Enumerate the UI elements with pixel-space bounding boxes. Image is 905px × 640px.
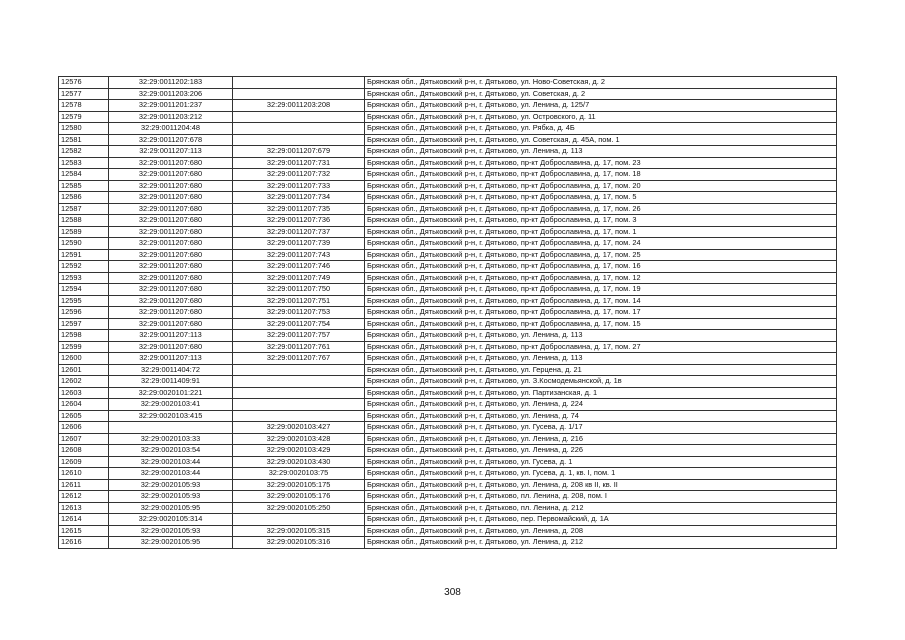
- row-number-cell: 12616: [59, 537, 109, 549]
- object-cadastral-number-cell: 32:29:0011207:746: [233, 261, 365, 273]
- address-cell: Брянская обл., Дятьковский р-н, г. Дятьково, ул. Ленина, д. 74: [365, 410, 837, 422]
- row-number-cell: 12607: [59, 433, 109, 445]
- table-row: [59, 456, 837, 468]
- address-cell: Брянская обл., Дятьковский р-н, г. Дятьково, ул. Советская, д. 45А, пом. 1: [365, 134, 837, 146]
- object-cadastral-number-cell: [233, 399, 365, 411]
- row-number-cell: 12613: [59, 502, 109, 514]
- object-cadastral-number-cell: 32:29:0020103:75: [233, 468, 365, 480]
- row-number-cell: 12600: [59, 353, 109, 365]
- cadastral-number-cell: 32:29:0011207:113: [109, 353, 233, 365]
- cadastral-number-cell: 32:29:0020103:415: [109, 410, 233, 422]
- address-cell: Брянская обл., Дятьковский р-н, г. Дятьково, ул. Ленина, д. 208: [365, 525, 837, 537]
- table-row: [59, 410, 837, 422]
- table-row: [59, 215, 837, 227]
- cadastral-number-cell: 32:29:0011207:680: [109, 318, 233, 330]
- address-cell: Брянская обл., Дятьковский р-н, г. Дятьково, пр-кт Доброславина, д. 17, пом. 3: [365, 215, 837, 227]
- address-cell: Брянская обл., Дятьковский р-н, г. Дятьково, пр-кт Доброславина, д. 17, пом. 27: [365, 341, 837, 353]
- address-cell: Брянская обл., Дятьковский р-н, г. Дятьково, пр-кт Доброславина, д. 17, пом. 18: [365, 169, 837, 181]
- table-row: [59, 134, 837, 146]
- row-number-cell: 12589: [59, 226, 109, 238]
- object-cadastral-number-cell: 32:29:0011207:735: [233, 203, 365, 215]
- row-number-cell: 12577: [59, 88, 109, 100]
- table-row: [59, 491, 837, 503]
- object-cadastral-number-cell: 32:29:0020105:250: [233, 502, 365, 514]
- row-number-cell: 12585: [59, 180, 109, 192]
- object-cadastral-number-cell: 32:29:0011207:732: [233, 169, 365, 181]
- object-cadastral-number-cell: 32:29:0020105:316: [233, 537, 365, 549]
- object-cadastral-number-cell: 32:29:0011207:731: [233, 157, 365, 169]
- row-number-cell: 12615: [59, 525, 109, 537]
- table-row: [59, 226, 837, 238]
- object-cadastral-number-cell: [233, 514, 365, 526]
- table-row: [59, 192, 837, 204]
- address-cell: Брянская обл., Дятьковский р-н, г. Дятьково, ул. Гусева, д. 1: [365, 456, 837, 468]
- object-cadastral-number-cell: 32:29:0020105:175: [233, 479, 365, 491]
- address-cell: Брянская обл., Дятьковский р-н, г. Дятьково, ул. Гусева, д. 1, кв. I, пом. 1: [365, 468, 837, 480]
- cadastral-number-cell: 32:29:0020103:41: [109, 399, 233, 411]
- table-row: [59, 88, 837, 100]
- row-number-cell: 12614: [59, 514, 109, 526]
- row-number-cell: 12580: [59, 123, 109, 135]
- table-row: [59, 479, 837, 491]
- table-row: [59, 353, 837, 365]
- address-cell: Брянская обл., Дятьковский р-н, г. Дятьково, пр-кт Доброславина, д. 17, пом. 12: [365, 272, 837, 284]
- table-row: [59, 537, 837, 549]
- row-number-cell: 12578: [59, 100, 109, 112]
- cadastral-number-cell: 32:29:0011207:680: [109, 272, 233, 284]
- cadastral-number-cell: 32:29:0011207:678: [109, 134, 233, 146]
- address-cell: Брянская обл., Дятьковский р-н, г. Дятьково, ул. Островского, д. 11: [365, 111, 837, 123]
- object-cadastral-number-cell: [233, 387, 365, 399]
- table-row: [59, 249, 837, 261]
- address-cell: Брянская обл., Дятьковский р-н, г. Дятьково, пер. Первомайский, д. 1А: [365, 514, 837, 526]
- table-row: [59, 445, 837, 457]
- object-cadastral-number-cell: [233, 123, 365, 135]
- cadastral-number-cell: 32:29:0020105:93: [109, 525, 233, 537]
- cadastral-number-cell: 32:29:0011207:680: [109, 295, 233, 307]
- row-number-cell: 12588: [59, 215, 109, 227]
- row-number-cell: 12601: [59, 364, 109, 376]
- cadastral-number-cell: [109, 422, 233, 434]
- object-cadastral-number-cell: 32:29:0020103:429: [233, 445, 365, 457]
- table-row: [59, 525, 837, 537]
- address-cell: Брянская обл., Дятьковский р-н, г. Дятьково, пр-кт Доброславина, д. 17, пом. 26: [365, 203, 837, 215]
- table-row: [59, 295, 837, 307]
- object-cadastral-number-cell: [233, 410, 365, 422]
- page-number: 308: [444, 587, 461, 598]
- cadastral-number-cell: 32:29:0020105:93: [109, 479, 233, 491]
- table-row: [59, 318, 837, 330]
- cadastral-number-cell: 32:29:0011207:113: [109, 330, 233, 342]
- table-row: [59, 422, 837, 434]
- row-number-cell: 12609: [59, 456, 109, 468]
- object-cadastral-number-cell: 32:29:0020105:315: [233, 525, 365, 537]
- cadastral-number-cell: 32:29:0011207:680: [109, 157, 233, 169]
- address-cell: Брянская обл., Дятьковский р-н, г. Дятьково, пр-кт Доброславина, д. 17, пом. 15: [365, 318, 837, 330]
- address-cell: Брянская обл., Дятьковский р-н, г. Дятьково, пр-кт Доброславина, д. 17, пом. 20: [365, 180, 837, 192]
- object-cadastral-number-cell: 32:29:0011207:736: [233, 215, 365, 227]
- table-row: [59, 261, 837, 273]
- row-number-cell: 12608: [59, 445, 109, 457]
- address-cell: Брянская обл., Дятьковский р-н, г. Дятьково, ул. Рябка, д. 4Б: [365, 123, 837, 135]
- address-cell: Брянская обл., Дятьковский р-н, г. Дятьково, ул. Герцена, д. 21: [365, 364, 837, 376]
- address-cell: Брянская обл., Дятьковский р-н, г. Дятьково, ул. Ленина, д. 212: [365, 537, 837, 549]
- table-row: [59, 433, 837, 445]
- row-number-cell: 12583: [59, 157, 109, 169]
- cadastral-number-cell: 32:29:0011203:212: [109, 111, 233, 123]
- object-cadastral-number-cell: 32:29:0020105:176: [233, 491, 365, 503]
- table-row: [59, 341, 837, 353]
- table-row: [59, 387, 837, 399]
- address-cell: Брянская обл., Дятьковский р-н, г. Дятьково, ул. Ленина, д. 216: [365, 433, 837, 445]
- address-cell: Брянская обл., Дятьковский р-н, г. Дятьково, ул. Ленина, д. 113: [365, 353, 837, 365]
- address-cell: Брянская обл., Дятьковский р-н, г. Дятьково, ул. Ленина, д. 113: [365, 146, 837, 158]
- address-cell: Брянская обл., Дятьковский р-н, г. Дятьково, пр-кт Доброславина, д. 17, пом. 17: [365, 307, 837, 319]
- cadastral-number-cell: 32:29:0020103:44: [109, 468, 233, 480]
- row-number-cell: 12604: [59, 399, 109, 411]
- object-cadastral-number-cell: 32:29:0020103:430: [233, 456, 365, 468]
- row-number-cell: 12594: [59, 284, 109, 296]
- table-row: [59, 203, 837, 215]
- row-number-cell: 12576: [59, 77, 109, 89]
- table-row: [59, 100, 837, 112]
- address-cell: Брянская обл., Дятьковский р-н, г. Дятьково, пл. Ленина, д. 212: [365, 502, 837, 514]
- address-cell: Брянская обл., Дятьковский р-н, г. Дятьково, пр-кт Доброславина, д. 17, пом. 14: [365, 295, 837, 307]
- row-number-cell: 12605: [59, 410, 109, 422]
- cadastral-number-cell: 32:29:0011409:91: [109, 376, 233, 388]
- cadastral-number-cell: 32:29:0011207:680: [109, 284, 233, 296]
- address-cell: Брянская обл., Дятьковский р-н, г. Дятьково, пр-кт Доброславина, д. 17, пом. 1: [365, 226, 837, 238]
- table-row: [59, 146, 837, 158]
- table-row: [59, 272, 837, 284]
- cadastral-number-cell: 32:29:0020105:95: [109, 537, 233, 549]
- object-cadastral-number-cell: 32:29:0011207:767: [233, 353, 365, 365]
- object-cadastral-number-cell: 32:29:0011207:749: [233, 272, 365, 284]
- table-row: [59, 111, 837, 123]
- table-row: [59, 468, 837, 480]
- address-cell: Брянская обл., Дятьковский р-н, г. Дятьково, пр-кт Доброславина, д. 17, пом. 19: [365, 284, 837, 296]
- row-number-cell: 12586: [59, 192, 109, 204]
- cadastral-number-cell: 32:29:0011207:680: [109, 261, 233, 273]
- object-cadastral-number-cell: [233, 376, 365, 388]
- cadastral-number-cell: 32:29:0011207:113: [109, 146, 233, 158]
- table-row: [59, 157, 837, 169]
- object-cadastral-number-cell: [233, 364, 365, 376]
- row-number-cell: 12595: [59, 295, 109, 307]
- object-cadastral-number-cell: 32:29:0011203:208: [233, 100, 365, 112]
- object-cadastral-number-cell: [233, 88, 365, 100]
- row-number-cell: 12603: [59, 387, 109, 399]
- object-cadastral-number-cell: 32:29:0011207:753: [233, 307, 365, 319]
- cadastral-number-cell: 32:29:0011207:680: [109, 341, 233, 353]
- registry-table-body: [59, 77, 837, 549]
- address-cell: Брянская обл., Дятьковский р-н, г. Дятьково, ул. Ленина, д. 125/7: [365, 100, 837, 112]
- address-cell: Брянская обл., Дятьковский р-н, г. Дятьково, ул. Гусева, д. 1/17: [365, 422, 837, 434]
- address-cell: Брянская обл., Дятьковский р-н, г. Дятьково, ул. Партизанская, д. 1: [365, 387, 837, 399]
- table-row: [59, 180, 837, 192]
- object-cadastral-number-cell: 32:29:0011207:734: [233, 192, 365, 204]
- object-cadastral-number-cell: 32:29:0020103:427: [233, 422, 365, 434]
- row-number-cell: 12599: [59, 341, 109, 353]
- object-cadastral-number-cell: 32:29:0011207:679: [233, 146, 365, 158]
- cadastral-number-cell: 32:29:0011204:48: [109, 123, 233, 135]
- cadastral-number-cell: 32:29:0011202:183: [109, 77, 233, 89]
- address-cell: Брянская обл., Дятьковский р-н, г. Дятьково, ул. Ленина, д. 224: [365, 399, 837, 411]
- address-cell: Брянская обл., Дятьковский р-н, г. Дятьково, ул. Советская, д. 2: [365, 88, 837, 100]
- object-cadastral-number-cell: 32:29:0011207:757: [233, 330, 365, 342]
- cadastral-number-cell: 32:29:0011207:680: [109, 249, 233, 261]
- cadastral-number-cell: 32:29:0020101:221: [109, 387, 233, 399]
- address-cell: Брянская обл., Дятьковский р-н, г. Дятьково, пр-кт Доброславина, д. 17, пом. 5: [365, 192, 837, 204]
- row-number-cell: 12596: [59, 307, 109, 319]
- object-cadastral-number-cell: 32:29:0011207:743: [233, 249, 365, 261]
- cadastral-number-cell: 32:29:0011207:680: [109, 226, 233, 238]
- address-cell: Брянская обл., Дятьковский р-н, г. Дятьково, пр-кт Доброславина, д. 17, пом. 25: [365, 249, 837, 261]
- address-cell: Брянская обл., Дятьковский р-н, г. Дятьково, ул. Ново-Советская, д. 2: [365, 77, 837, 89]
- row-number-cell: 12598: [59, 330, 109, 342]
- table-row: [59, 284, 837, 296]
- table-row: [59, 514, 837, 526]
- address-cell: Брянская обл., Дятьковский р-н, г. Дятьково, ул. З.Космодемьянской, д. 1в: [365, 376, 837, 388]
- cadastral-number-cell: 32:29:0020103:44: [109, 456, 233, 468]
- row-number-cell: 12597: [59, 318, 109, 330]
- cadastral-number-cell: 32:29:0011207:680: [109, 203, 233, 215]
- cadastral-number-cell: 32:29:0020105:95: [109, 502, 233, 514]
- table-row: [59, 502, 837, 514]
- row-number-cell: 12612: [59, 491, 109, 503]
- object-cadastral-number-cell: 32:29:0011207:733: [233, 180, 365, 192]
- row-number-cell: 12581: [59, 134, 109, 146]
- row-number-cell: 12592: [59, 261, 109, 273]
- cadastral-number-cell: 32:29:0011207:680: [109, 215, 233, 227]
- cadastral-number-cell: 32:29:0011207:680: [109, 307, 233, 319]
- cadastral-number-cell: 32:29:0011404:72: [109, 364, 233, 376]
- table-row: [59, 77, 837, 89]
- address-cell: Брянская обл., Дятьковский р-н, г. Дятьково, ул. Ленина, д. 226: [365, 445, 837, 457]
- address-cell: Брянская обл., Дятьковский р-н, г. Дятьково, ул. Ленина, д. 113: [365, 330, 837, 342]
- row-number-cell: 12591: [59, 249, 109, 261]
- row-number-cell: 12584: [59, 169, 109, 181]
- cadastral-number-cell: 32:29:0011203:206: [109, 88, 233, 100]
- object-cadastral-number-cell: 32:29:0011207:754: [233, 318, 365, 330]
- row-number-cell: 12606: [59, 422, 109, 434]
- registry-table: [58, 76, 837, 549]
- row-number-cell: 12610: [59, 468, 109, 480]
- address-cell: Брянская обл., Дятьковский р-н, г. Дятьково, ул. Ленина, д. 208 кв II, кв. II: [365, 479, 837, 491]
- table-row: [59, 330, 837, 342]
- cadastral-number-cell: 32:29:0011201:237: [109, 100, 233, 112]
- object-cadastral-number-cell: 32:29:0011207:739: [233, 238, 365, 250]
- object-cadastral-number-cell: 32:29:0011207:737: [233, 226, 365, 238]
- table-row: [59, 376, 837, 388]
- table-row: [59, 399, 837, 411]
- object-cadastral-number-cell: [233, 134, 365, 146]
- row-number-cell: 12590: [59, 238, 109, 250]
- cadastral-number-cell: 32:29:0011207:680: [109, 192, 233, 204]
- table-row: [59, 169, 837, 181]
- address-cell: Брянская обл., Дятьковский р-н, г. Дятьково, пр-кт Доброславина, д. 17, пом. 24: [365, 238, 837, 250]
- row-number-cell: 12593: [59, 272, 109, 284]
- cadastral-number-cell: 32:29:0020105:93: [109, 491, 233, 503]
- cadastral-number-cell: 32:29:0020103:54: [109, 445, 233, 457]
- object-cadastral-number-cell: [233, 77, 365, 89]
- object-cadastral-number-cell: 32:29:0011207:761: [233, 341, 365, 353]
- cadastral-number-cell: 32:29:0020103:33: [109, 433, 233, 445]
- object-cadastral-number-cell: [233, 111, 365, 123]
- row-number-cell: 12602: [59, 376, 109, 388]
- cadastral-number-cell: 32:29:0011207:680: [109, 238, 233, 250]
- cadastral-number-cell: 32:29:0011207:680: [109, 169, 233, 181]
- table-row: [59, 123, 837, 135]
- address-cell: Брянская обл., Дятьковский р-н, г. Дятьково, пл. Ленина, д. 208, пом. I: [365, 491, 837, 503]
- address-cell: Брянская обл., Дятьковский р-н, г. Дятьково, пр-кт Доброславина, д. 17, пом. 23: [365, 157, 837, 169]
- row-number-cell: 12587: [59, 203, 109, 215]
- table-row: [59, 238, 837, 250]
- row-number-cell: 12582: [59, 146, 109, 158]
- row-number-cell: 12611: [59, 479, 109, 491]
- table-row: [59, 364, 837, 376]
- cadastral-number-cell: 32:29:0020105:314: [109, 514, 233, 526]
- address-cell: Брянская обл., Дятьковский р-н, г. Дятьково, пр-кт Доброславина, д. 17, пом. 16: [365, 261, 837, 273]
- object-cadastral-number-cell: 32:29:0020103:428: [233, 433, 365, 445]
- object-cadastral-number-cell: 32:29:0011207:750: [233, 284, 365, 296]
- row-number-cell: 12579: [59, 111, 109, 123]
- object-cadastral-number-cell: 32:29:0011207:751: [233, 295, 365, 307]
- table-row: [59, 307, 837, 319]
- cadastral-number-cell: 32:29:0011207:680: [109, 180, 233, 192]
